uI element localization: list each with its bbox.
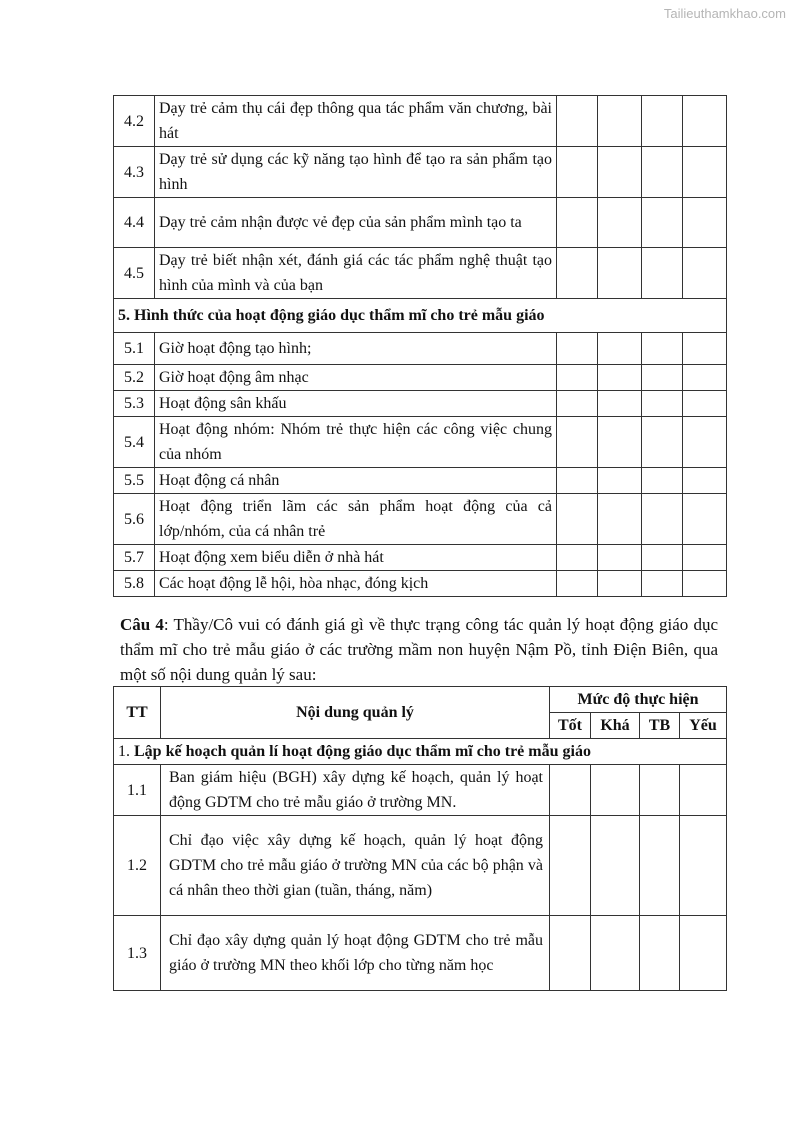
rating-cell[interactable]: [598, 147, 642, 198]
question-4-paragraph: [120, 612, 718, 687]
rating-cell[interactable]: [642, 333, 683, 365]
rating-cell[interactable]: [598, 96, 642, 147]
section-title: [114, 739, 727, 765]
rating-cell[interactable]: [591, 916, 640, 991]
row-content: Hoạt động nhóm: Nhóm trẻ thực hiện các công việc chung của nhóm: [155, 417, 557, 468]
rating-cell[interactable]: [683, 391, 727, 417]
table-row: [114, 248, 727, 299]
rating-cell[interactable]: [640, 765, 680, 816]
row-content: Chỉ đạo việc xây dựng kế hoạch, quản lý hoạt động GDTM cho trẻ mẫu giáo ở trường MN của các bộ phận và cá nhân theo thời gian (tuần, tháng, năm): [161, 816, 550, 916]
rating-cell[interactable]: [598, 333, 642, 365]
row-content: Hoạt động xem biểu diễn ở nhà hát: [155, 545, 557, 571]
rating-cell[interactable]: [557, 333, 598, 365]
rating-cell[interactable]: [642, 391, 683, 417]
rating-cell[interactable]: [642, 417, 683, 468]
row-number: 1.3: [114, 916, 161, 991]
rating-cell[interactable]: [557, 571, 598, 597]
row-content: Các hoạt động lễ hội, hòa nhạc, đóng kịch: [155, 571, 557, 597]
rating-cell[interactable]: [640, 816, 680, 916]
table-row: [114, 916, 727, 991]
header-level-weak: Yếu: [680, 713, 727, 739]
rating-cell[interactable]: [642, 147, 683, 198]
rating-cell[interactable]: [550, 765, 591, 816]
row-content: Hoạt động sân khấu: [155, 391, 557, 417]
section-row: [114, 299, 727, 333]
rating-cell[interactable]: [598, 545, 642, 571]
table-row: [114, 96, 727, 147]
header-level-average: TB: [640, 713, 680, 739]
rating-cell[interactable]: [683, 333, 727, 365]
rating-cell[interactable]: [642, 571, 683, 597]
row-number: 5.3: [114, 391, 155, 417]
rating-cell[interactable]: [680, 816, 727, 916]
rating-cell[interactable]: [680, 916, 727, 991]
row-number: 1.1: [114, 765, 161, 816]
row-content: Hoạt động triển lãm các sản phẩm hoạt động của cả lớp/nhóm, của cá nhân trẻ: [155, 494, 557, 545]
row-number: 4.5: [114, 248, 155, 299]
rating-cell[interactable]: [557, 417, 598, 468]
header-level-fair: Khá: [591, 713, 640, 739]
row-content: Dạy trẻ biết nhận xét, đánh giá các tác phẩm nghệ thuật tạo hình của mình và của bạn: [155, 248, 557, 299]
table-row: [114, 571, 727, 597]
rating-cell[interactable]: [683, 468, 727, 494]
row-content: Chỉ đạo xây dựng quản lý hoạt động GDTM cho trẻ mẫu giáo ở trường MN theo khối lớp cho từng năm học: [161, 916, 550, 991]
rating-cell[interactable]: [598, 494, 642, 545]
section-number: 1.: [118, 743, 130, 760]
rating-cell[interactable]: [683, 248, 727, 299]
table-row: [114, 147, 727, 198]
rating-cell[interactable]: [642, 365, 683, 391]
rating-cell[interactable]: [557, 96, 598, 147]
rating-cell[interactable]: [683, 545, 727, 571]
section-title: 5. Hình thức của hoạt động giáo dục thẩm mĩ cho trẻ mẫu giáo: [114, 299, 727, 333]
table-row: [114, 365, 727, 391]
row-number: 4.3: [114, 147, 155, 198]
row-number: 4.4: [114, 198, 155, 248]
management-table: [113, 686, 727, 991]
rating-cell[interactable]: [591, 816, 640, 916]
rating-cell[interactable]: [640, 916, 680, 991]
rating-cell[interactable]: [598, 468, 642, 494]
row-content: Dạy trẻ sử dụng các kỹ năng tạo hình để tạo ra sản phẩm tạo hình: [155, 147, 557, 198]
rating-cell[interactable]: [598, 571, 642, 597]
table-row: [114, 333, 727, 365]
rating-cell[interactable]: [642, 494, 683, 545]
row-content: Giờ hoạt động tạo hình;: [155, 333, 557, 365]
rating-cell[interactable]: [557, 198, 598, 248]
row-number: 5.1: [114, 333, 155, 365]
rating-cell[interactable]: [642, 198, 683, 248]
rating-cell[interactable]: [683, 571, 727, 597]
rating-cell[interactable]: [557, 248, 598, 299]
rating-cell[interactable]: [680, 765, 727, 816]
header-tt: TT: [114, 687, 161, 739]
table-row: [114, 545, 727, 571]
rating-cell[interactable]: [550, 916, 591, 991]
watermark: Tailieuthamkhao.com: [663, 6, 786, 21]
table-row: [114, 494, 727, 545]
rating-cell[interactable]: [557, 391, 598, 417]
rating-cell[interactable]: [550, 816, 591, 916]
survey-table-forms: [113, 95, 727, 597]
rating-cell[interactable]: [642, 545, 683, 571]
table-row: [114, 816, 727, 916]
row-number: 5.5: [114, 468, 155, 494]
question-4-text: : Thầy/Cô vui có đánh giá gì về thực trạng công tác quản lý hoạt động giáo dục thẩm mĩ cho trẻ mẫu giáo ở các trường mầm non huyện Nậm Pồ, tỉnh Điện Biên, qua một số nội dung quản lý sau:: [120, 615, 718, 684]
rating-cell[interactable]: [598, 198, 642, 248]
row-number: 5.4: [114, 417, 155, 468]
rating-cell[interactable]: [557, 147, 598, 198]
rating-cell[interactable]: [642, 96, 683, 147]
row-content: Dạy trẻ cảm nhận được vẻ đẹp của sản phẩm mình tạo ta: [155, 198, 557, 248]
header-content: Nội dung quản lý: [161, 687, 550, 739]
row-number: 5.6: [114, 494, 155, 545]
table-row: [114, 765, 727, 816]
row-number: 1.2: [114, 816, 161, 916]
rating-cell[interactable]: [683, 494, 727, 545]
rating-cell[interactable]: [598, 248, 642, 299]
rating-cell[interactable]: [557, 545, 598, 571]
rating-cell[interactable]: [598, 417, 642, 468]
row-content: Dạy trẻ cảm thụ cái đẹp thông qua tác phẩm văn chương, bài hát: [155, 96, 557, 147]
section-text: Lập kế hoạch quản lí hoạt động giáo dục thẩm mĩ cho trẻ mẫu giáo: [134, 743, 591, 760]
rating-cell[interactable]: [557, 365, 598, 391]
row-content: Ban giám hiệu (BGH) xây dựng kế hoạch, quản lý hoạt động GDTM cho trẻ mẫu giáo ở trường MN.: [161, 765, 550, 816]
rating-cell[interactable]: [683, 365, 727, 391]
rating-cell[interactable]: [683, 198, 727, 248]
table-row: [114, 417, 727, 468]
rating-cell[interactable]: [642, 468, 683, 494]
table-row: [114, 468, 727, 494]
rating-cell[interactable]: [683, 96, 727, 147]
rating-cell[interactable]: [598, 365, 642, 391]
table-row: [114, 391, 727, 417]
rating-cell[interactable]: [683, 147, 727, 198]
row-number: 4.2: [114, 96, 155, 147]
rating-cell[interactable]: [683, 417, 727, 468]
table-row: [114, 198, 727, 248]
row-content: Hoạt động cá nhân: [155, 468, 557, 494]
rating-cell[interactable]: [598, 391, 642, 417]
header-level: Mức độ thực hiện: [550, 687, 727, 713]
row-content: Giờ hoạt động âm nhạc: [155, 365, 557, 391]
row-number: 5.7: [114, 545, 155, 571]
section-row: [114, 739, 727, 765]
rating-cell[interactable]: [591, 765, 640, 816]
row-number: 5.8: [114, 571, 155, 597]
row-number: 5.2: [114, 365, 155, 391]
rating-cell[interactable]: [557, 468, 598, 494]
question-4-label: Câu 4: [120, 615, 164, 634]
rating-cell[interactable]: [557, 494, 598, 545]
rating-cell[interactable]: [642, 248, 683, 299]
header-level-good: Tốt: [550, 713, 591, 739]
